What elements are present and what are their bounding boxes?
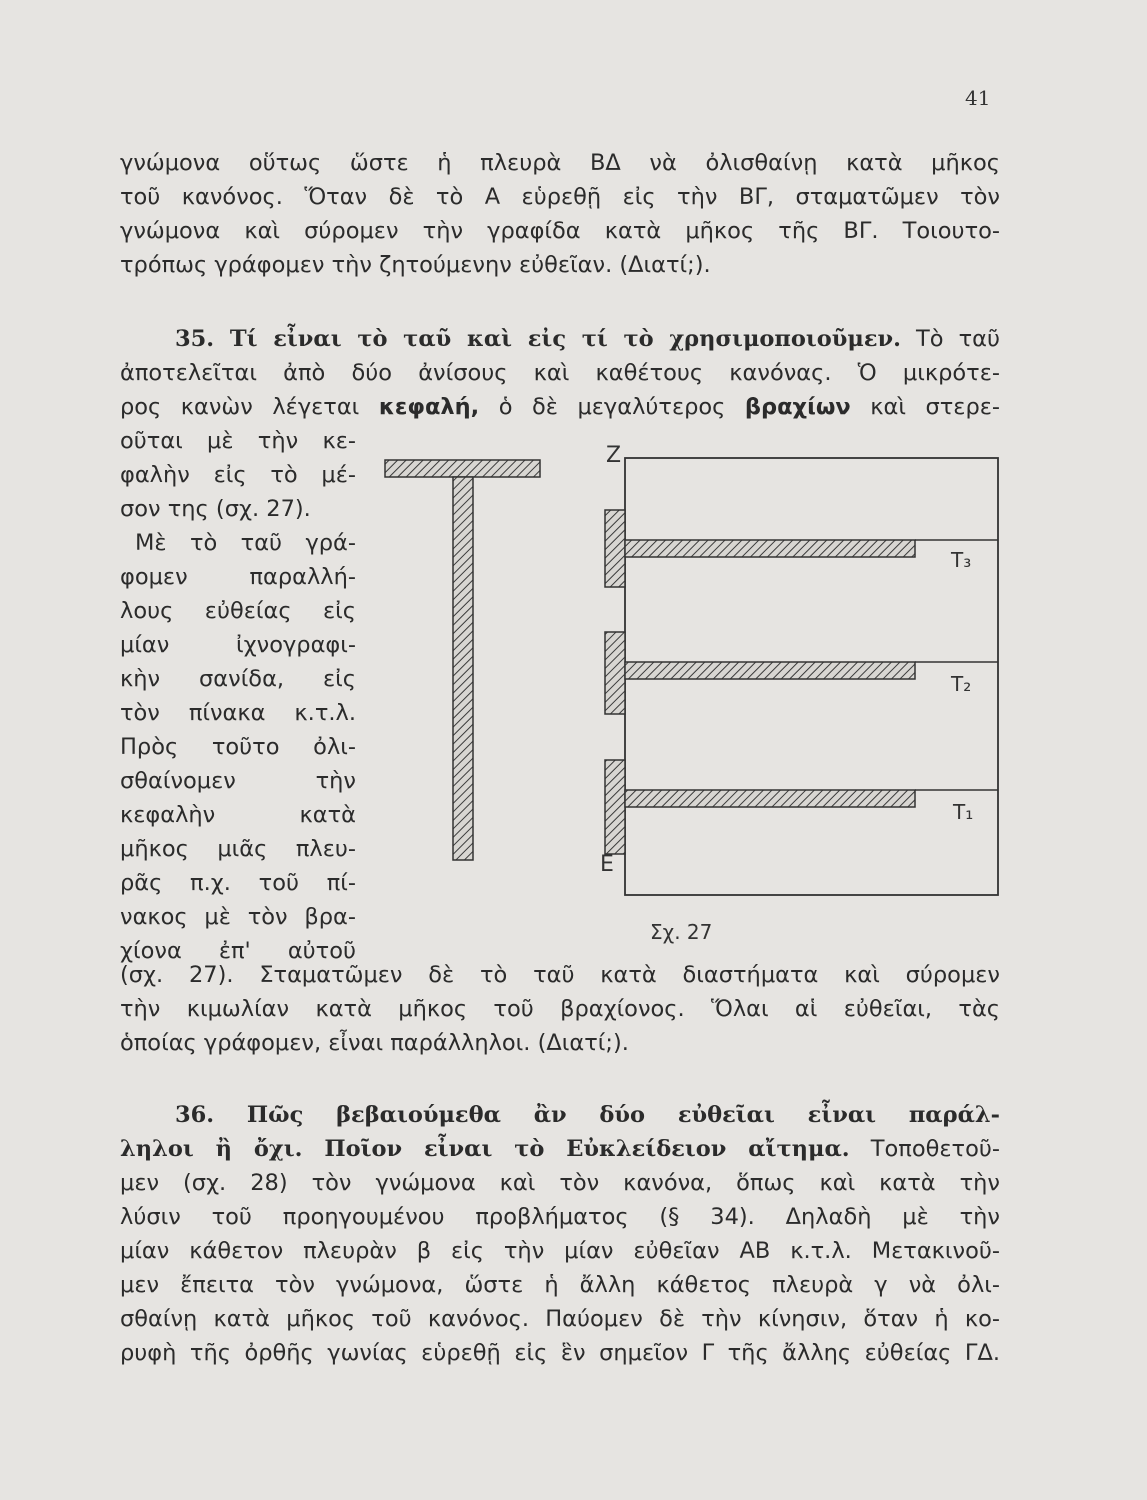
text-line: μεν ἔπειτα τὸν γνώμονα, ὥστε ἡ ἄλλη κάθετος πλευρὰ γ νὰ ὀλι- xyxy=(120,1272,1000,1298)
text-line: (σχ. 27). Σταματῶμεν δὲ τὸ ταῦ κατὰ διαστήματα καὶ σύρομεν xyxy=(120,962,1000,988)
section-35-heading: 35. Τί εἶναι τὸ ταῦ καὶ εἰς τί τὸ χρησιμοποιοῦμεν. xyxy=(175,326,901,352)
section-36-heading-line2 xyxy=(120,1132,1000,1166)
figure-27 xyxy=(370,440,1010,950)
text-line: κεφαλὴν κατὰ xyxy=(120,802,356,828)
section-36-heading-cont: ληλοι ἢ ὄχι. Ποῖον εἶναι τὸ Εὐκλείδειον αἴτημα. xyxy=(120,1136,850,1162)
text-line: ρᾶς π.χ. τοῦ πί- xyxy=(120,870,356,896)
text-line: λους εὐθείας εἰς xyxy=(120,598,356,624)
label-z: Z xyxy=(606,443,622,468)
t-square-t3-head xyxy=(605,510,625,587)
text-line: σθαίνομεν τὴν xyxy=(120,768,356,794)
narrow-text-column xyxy=(120,424,356,968)
section-35-first-line xyxy=(175,322,1000,356)
t-square-t1-head xyxy=(605,760,625,854)
t-square-t1-blade xyxy=(625,790,915,807)
text-line: χίονα ἐπ' αὐτοῦ xyxy=(120,938,356,964)
text-span: Τοποθετοῦ- xyxy=(870,1136,1000,1162)
text-line: γνώμονα καὶ σύρομεν τὴν γραφίδα κατὰ μῆκος τῆς ΒΓ. Τοιουτο- xyxy=(120,218,1000,244)
label-t3: T₃ xyxy=(951,548,972,572)
label-e: E xyxy=(600,852,614,877)
text-line: μεν (σχ. 28) τὸν γνώμονα καὶ τὸν κανόνα, ὅπως καὶ κατὰ τὴν xyxy=(120,1170,1000,1196)
text-line: λύσιν τοῦ προηγουμένου προβλήματος (§ 34). Δηλαδὴ μὲ τὴν xyxy=(120,1204,1000,1230)
text-line: τοῦ κανόνος. Ὅταν δὲ τὸ Α εὑρεθῇ εἰς τὴν ΒΓ, σταματῶμεν τὸν xyxy=(120,184,1000,210)
text-line: τὸν πίνακα κ.τ.λ. xyxy=(120,700,356,726)
page-number: 41 xyxy=(965,86,991,110)
section-36-heading: 36. Πῶς βεβαιούμεθα ἂν δύο εὐθεῖαι εἶναι παράλ- xyxy=(175,1102,1000,1128)
term-kefali: κεφαλή, xyxy=(378,394,480,420)
text-span: καὶ στερε- xyxy=(870,394,1001,420)
text-line: τρόπως γράφομεν τὴν ζητούμενην εὐθεῖαν. (Διατί;). xyxy=(120,252,711,278)
figure-caption: Σχ. 27 xyxy=(650,920,713,944)
t-square-t2-head xyxy=(605,632,625,714)
text-span: Τὸ ταῦ xyxy=(916,326,1000,352)
text-span: ὁ δὲ μεγαλύτερος xyxy=(498,394,726,420)
text-line: κὴν σανίδα, εἰς xyxy=(120,666,356,692)
text-line: σθαίνῃ κατὰ μῆκος τοῦ κανόνος. Παύομεν δὲ τὴν κίνησιν, ὅταν ἡ κο- xyxy=(120,1306,1000,1332)
text-line: ὁποίας γράφομεν, εἶναι παράλληλοι. (Διατί;). xyxy=(120,1030,629,1056)
text-line: μίαν κάθετον πλευρὰν β εἰς τὴν μίαν εὐθεῖαν ΑΒ κ.τ.λ. Μετακινοῦ- xyxy=(120,1238,1000,1264)
text-line: γνώμονα οὕτως ὥστε ἡ πλευρὰ ΒΔ νὰ ὀλισθαίνῃ κατὰ μῆκος xyxy=(120,150,1000,176)
text-line: Μὲ τὸ ταῦ γρά- xyxy=(135,530,356,556)
text-line: μῆκος μιᾶς πλευ- xyxy=(120,836,356,862)
text-line: ἀποτελεῖται ἀπὸ δύο ἀνίσους καὶ καθέτους κανόνας. Ὁ μικρότε- xyxy=(120,360,1000,386)
section-36-heading-line1 xyxy=(175,1098,1000,1132)
text-line: μίαν ἰχνογραφι- xyxy=(120,632,356,658)
t-square-head xyxy=(385,460,540,477)
text-line: φαλὴν εἰς τὸ μέ- xyxy=(120,462,356,488)
term-brachion: βραχίων xyxy=(744,394,851,420)
text-span: ρος κανὼν λέγεται xyxy=(120,394,360,420)
text-line: οῦται μὲ τὴν κε- xyxy=(120,428,356,454)
text-line: φομεν παραλλή- xyxy=(120,564,356,590)
t-square-t3-blade xyxy=(625,540,915,557)
t-square-t2-blade xyxy=(625,662,915,679)
text-line: Πρὸς τοῦτο ὀλι- xyxy=(120,734,356,760)
text-line xyxy=(120,390,1000,424)
t-square-blade xyxy=(453,477,473,860)
text-line: νακος μὲ τὸν βρα- xyxy=(120,904,356,930)
label-t1: T₁ xyxy=(953,800,974,824)
text-line: τὴν κιμωλίαν κατὰ μῆκος τοῦ βραχίονος. Ὅλαι αἱ εὐθεῖαι, τὰς xyxy=(120,996,1000,1022)
text-line: ρυφὴ τῆς ὀρθῆς γωνίας εὑρεθῇ εἰς ἓν σημεῖον Γ τῆς ἄλλης εὐθείας ΓΔ. xyxy=(120,1340,1000,1366)
text-line: σον της (σχ. 27). xyxy=(120,496,311,522)
label-t2: T₂ xyxy=(951,672,972,696)
